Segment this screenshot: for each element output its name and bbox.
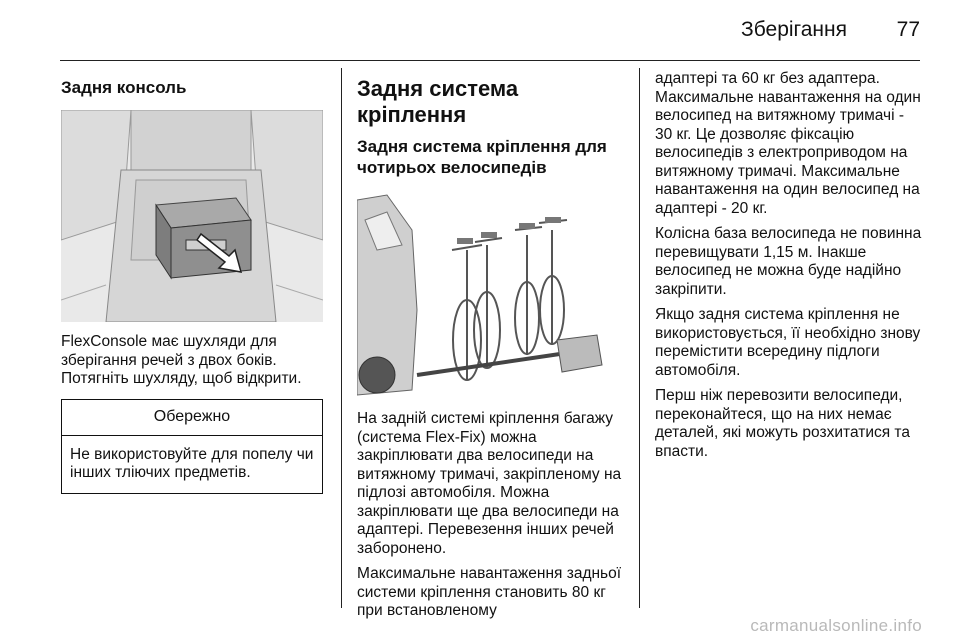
load-paragraph: адаптері та 60 кг без адаптера. Максимальне навантаження на один велосипед на витяжному тримачі - 30 кг. Це дозволяє фіксацію велосипедів з електроприводом на витяжному тримачі. Максимальне навантаження на один велосипед на адаптері - 20 кг. — [655, 70, 921, 217]
column-divider — [341, 68, 342, 608]
column-right — [655, 70, 925, 468]
flexconsole-figure — [61, 110, 323, 322]
page-number: 77 — [896, 18, 920, 41]
subsection-title-four-bikes: Задня система кріплення для чотирьох велосипедів — [357, 137, 607, 177]
caution-title: Обережно — [62, 400, 322, 436]
carrier-paragraph-1: На задній системі кріплення багажу (система Flex-Fix) можна закріплювати два велосипеди на витяжному тримачі, закріпленому на підлозі автомобіля. Можна закріплювати ще два велосипеди на адаптері. Перевезення інших речей заборонено. — [357, 410, 622, 557]
caution-text: Не використовуйте для попелу чи інших тліючих предметів. — [70, 445, 314, 481]
loose-parts-paragraph: Перш ніж перевозити велосипеди, переконайтеся, що на них немає деталей, які можуть розхитатися та впасти. — [655, 387, 910, 460]
stowing-paragraph: Якщо задня система кріплення не використовується, її необхідно знову перемістити всередину підлоги автомобіля. — [655, 306, 921, 379]
header-title: Зберігання — [741, 18, 847, 41]
header-rule — [60, 60, 920, 61]
flexconsole-paragraph: FlexConsole має шухляди для зберігання речей з двох боків. Потягніть шухляду, щоб відкрити. — [61, 333, 302, 387]
section-heading-rear-console: Задня консоль — [61, 78, 187, 97]
column-left — [61, 68, 323, 494]
wheelbase-paragraph: Колісна база велосипеда не повинна перевищувати 1,15 м. Інакше велосипед не можна буде надійно закріпити. — [655, 225, 922, 298]
flexconsole-drawer-illustration — [61, 110, 323, 322]
carrier-paragraph-2: Максимальне навантаження задньої системи кріплення становить 80 кг при встановленому — [357, 565, 622, 619]
column-middle — [357, 68, 622, 628]
watermark: carmanualsonline.info — [750, 616, 922, 635]
column-divider — [639, 68, 640, 608]
caution-box — [61, 399, 323, 494]
rear-bike-carrier-illustration — [357, 190, 622, 400]
section-title-rear-carrier: Задня система кріплення — [357, 76, 519, 127]
bike-carrier-figure — [357, 190, 622, 400]
